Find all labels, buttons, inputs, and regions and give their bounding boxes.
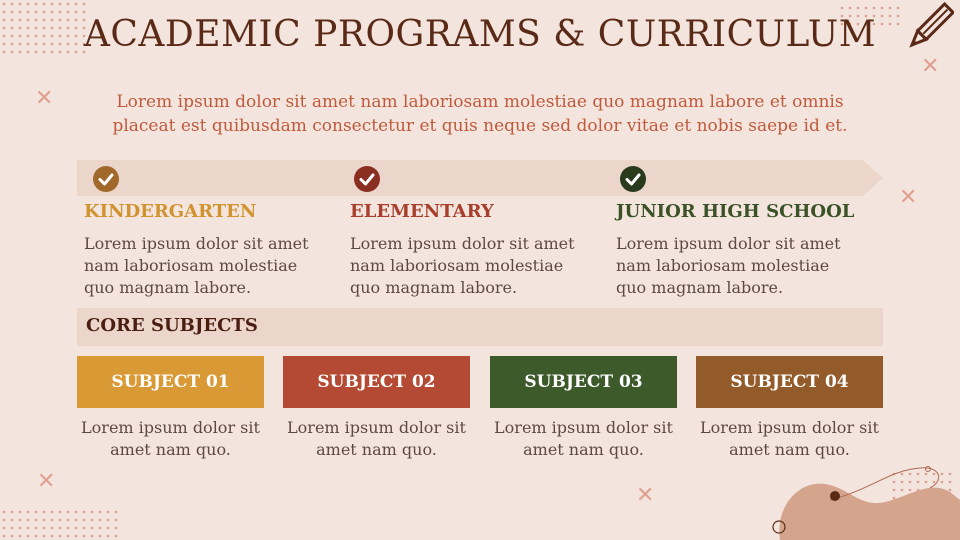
subject-description: Lorem ipsum dolor sit amet nam quo. — [81, 418, 260, 459]
subject-01-box: SUBJECT 01 — [77, 356, 264, 408]
level-title-junior-high: JUNIOR HIGH SCHOOL — [616, 201, 855, 222]
subject-description: Lorem ipsum dolor sit amet nam quo. — [287, 418, 466, 459]
level-description: Lorem ipsum dolor sit amet nam laboriosam molestiae quo magnam labore. — [84, 234, 309, 297]
x-mark-icon: ✕ — [37, 469, 56, 494]
page-title: ACADEMIC PROGRAMS & CURRICULUM — [83, 14, 877, 55]
x-mark-icon: ✕ — [899, 185, 918, 210]
blob-decoration — [770, 460, 960, 540]
check-icon — [93, 166, 119, 192]
x-mark-icon: ✕ — [636, 483, 655, 508]
subject-description: Lorem ipsum dolor sit amet nam quo. — [494, 418, 673, 459]
subject-02-box: SUBJECT 02 — [283, 356, 470, 408]
subject-description: Lorem ipsum dolor sit amet nam quo. — [700, 418, 879, 459]
subject-03-box: SUBJECT 03 — [490, 356, 677, 408]
x-mark-icon: ✕ — [921, 54, 940, 79]
check-icon — [620, 166, 646, 192]
timeline-arrow — [77, 160, 885, 196]
x-mark-icon: ✕ — [35, 86, 54, 111]
core-subjects-label: CORE SUBJECTS — [86, 315, 258, 336]
subject-04-box: SUBJECT 04 — [696, 356, 883, 408]
level-description: Lorem ipsum dolor sit amet nam laboriosam molestiae quo magnam labore. — [616, 234, 841, 297]
dot-grid-bottom-left — [0, 508, 126, 540]
level-title-kindergarten: KINDERGARTEN — [84, 201, 257, 222]
intro-text: Lorem ipsum dolor sit amet nam laboriosam molestiae quo magnam labore et omnis placeat est quibusdam consectetur et quis neque sed dolor vitae et nobis saepe id et. — [112, 92, 848, 136]
check-icon — [354, 166, 380, 192]
level-description: Lorem ipsum dolor sit amet nam laboriosam molestiae quo magnam labore. — [350, 234, 575, 297]
level-title-elementary: ELEMENTARY — [350, 201, 494, 222]
